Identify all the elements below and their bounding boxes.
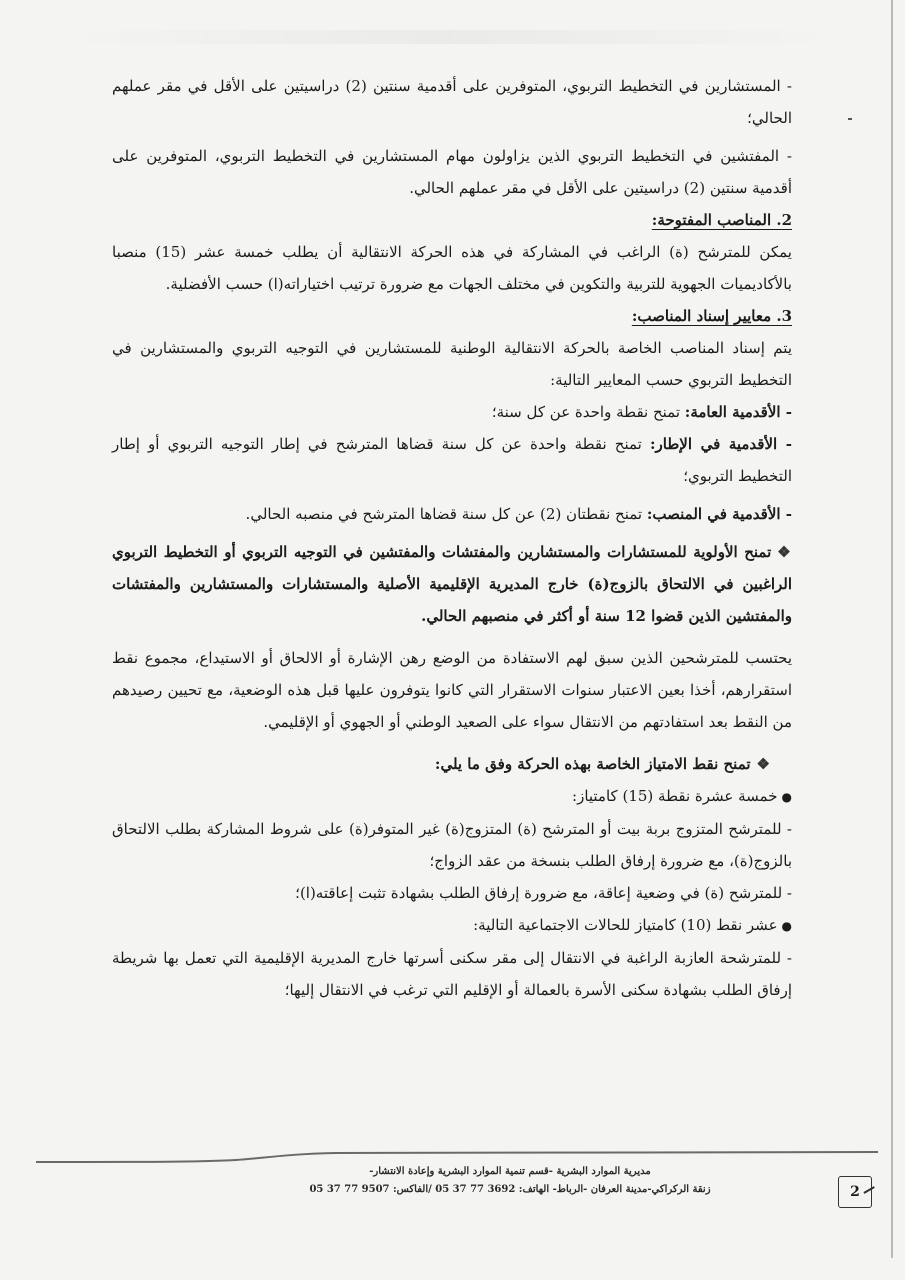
footer-address <box>230 1163 790 1199</box>
footer-contact: زنقة الركراكي-مدينة العرفان -الرباط- الهاتف: 3692 77 37 05 /الفاكس: 9507 77 37 05 <box>309 1184 711 1195</box>
criterion-text: تمنح نقطة واحدة عن كل سنة؛ <box>491 403 685 421</box>
bonus-item-spouse: - للمترشح المتزوج بربة بيت أو المترشح (ة) المتزوج(ة) غير المتوفر(ة) على شروط المشاركة بطلب الالتحاق بالزوج(ة)، مع ضرورة إرفاق الطلب بنسخة من عقد الزواج؛ <box>112 820 792 870</box>
bonus-item-single-woman: - للمترشحة العازبة الراغبة في الانتقال إلى مقر سكنى أسرتها خارج المديرية الإقليمية التي تعمل بها شريطة إرفاق الطلب بشهادة سكنى الأسرة بالعمالة أو الإقليم التي ترغب في الانتقال إليها؛ <box>112 949 792 999</box>
priority-paragraph <box>112 536 792 632</box>
criterion-framework-seniority <box>112 428 792 492</box>
scan-mark <box>848 118 852 120</box>
criterion-position-seniority <box>112 498 792 530</box>
bonus-points-title <box>112 748 792 780</box>
document-body <box>112 70 792 1006</box>
criterion-general-seniority <box>112 396 792 428</box>
paragraph-planning-advisors: - المستشارين في التخطيط التربوي، المتوفرين على أقدمية سنتين (2) دراسيتين على الأقل في مقر عملهم الحالي؛ <box>112 77 792 127</box>
criterion-text: تمنح نقطة واحدة عن كل سنة قضاها المترشح في إطار التوجيه التربوي أو إطار التخطيط التربوي؛ <box>112 435 792 485</box>
bonus-label: عشر نقط (10) كامتياز للحالات الاجتماعية التالية: <box>473 916 778 934</box>
footer-directorate: مديرية الموارد البشرية -قسم تنمية الموارد البشرية وإعادة الانتشار- <box>369 1166 651 1177</box>
priority-text: تمنح الأولوية للمستشارات والمستشارين والمفتشات والمفتشين في التوجيه التربوي أو التخطيط التربوي الراغبين في الالتحاق بالزوج(ة) خارج المديرية الإقليمية الأصلية والمستشارات والمستشارين والمفتشات والمفتشين الذين قضوا 12 سنة أو أكثر في منصبهم الحالي. <box>112 543 792 625</box>
bonus-title-text: تمنح نقط الامتياز الخاصة بهذه الحركة وفق ما يلي: <box>434 755 751 773</box>
criterion-label: - الأقدمية في الإطار: <box>649 435 792 453</box>
paragraph-open-positions: يمكن للمترشح (ة) الراغب في المشاركة في هذه الحركة الانتقالية أن يطلب خمسة عشر (15) منصبا بالأكاديميات الجهوية للتربية والتكوين في مختلف الجهات مع ضرورة ترتيب اختياراته(ا) حسب الأفضلية. <box>112 243 792 293</box>
paragraph-planning-inspectors: - المفتشين في التخطيط التربوي الذين يزاولون مهام المستشارين في التخطيط التربوي، المتوفرين على أقدمية سنتين (2) دراسيتين على الأقل في مقر عملهم الحالي. <box>112 147 792 197</box>
page-number: 2 <box>838 1176 872 1208</box>
heading-open-positions: 2. المناصب المفتوحة: <box>651 211 792 229</box>
paragraph-seniority-calculation: يحتسب للمترشحين الذين سبق لهم الاستفادة من الوضع رهن الإشارة أو الالحاق أو الاستيداع، مجموع نقط استقرارهم، أخذا بعين الاعتبار سنوات الاستقرار التي كانوا يتوفرون عليها قبل هذه الوضعية، مع تحيين رصيدهم من النقط بعد استفادتهم من الانتقال سواء على الصعيد الوطني أو الجهوي أو الإقليمي. <box>112 649 792 731</box>
bonus-fifteen-points <box>112 780 792 813</box>
criterion-label: - الأقدمية العامة: <box>684 403 792 421</box>
bonus-item-disability: - للمترشح (ة) في وضعية إعاقة، مع ضرورة إرفاق الطلب بشهادة تثبت إعاقته(ا)؛ <box>295 884 792 902</box>
bonus-ten-points <box>112 909 792 942</box>
scan-smudge <box>60 30 840 44</box>
criterion-text: تمنح نقطتان (2) عن كل سنة قضاها المترشح في منصبه الحالي. <box>245 505 647 523</box>
page-edge <box>891 0 893 1258</box>
bonus-label: خمسة عشرة نقطة (15) كامتياز: <box>572 787 778 805</box>
fleuron-icon: ❖ <box>777 543 793 561</box>
fleuron-icon: ❖ <box>756 755 770 773</box>
bullet-icon: ● <box>781 790 792 804</box>
criterion-label: - الأقدمية في المنصب: <box>646 505 792 523</box>
heading-assignment-criteria: 3. معايير إسناد المناصب: <box>631 307 792 325</box>
paragraph-assignment-criteria: يتم إسناد المناصب الخاصة بالحركة الانتقالية الوطنية للمستشارين في التوجيه التربوي والمستشارين في التخطيط التربوي حسب المعايير التالية: <box>112 339 792 389</box>
bullet-icon: ● <box>781 919 792 933</box>
